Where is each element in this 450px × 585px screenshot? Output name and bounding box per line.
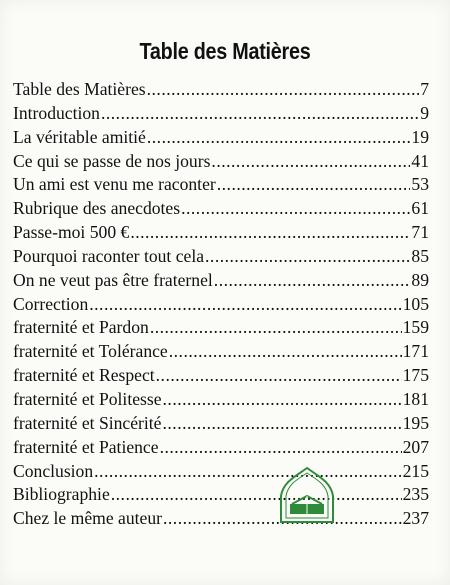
toc-dot-leader (205, 245, 410, 269)
toc-dot-leader (147, 126, 411, 150)
toc-entry (13, 126, 429, 150)
toc-entry-page-number: 61 (411, 198, 429, 219)
toc-entry (13, 364, 429, 388)
toc-dot-leader (214, 269, 411, 293)
toc-entry-page-number: 207 (402, 436, 429, 457)
toc-entry-page-number: 9 (420, 102, 429, 123)
toc-entry (13, 507, 429, 531)
toc-entry-label: Ce qui se passe de nos jours (13, 150, 211, 171)
toc-entry (13, 293, 429, 317)
toc-entry-label: Un ami est venu me raconter (13, 174, 216, 195)
toc-entry-label: Pourquoi raconter tout cela (13, 245, 205, 266)
toc-entry-label: fraternité et Respect (13, 365, 155, 386)
toc-dot-leader (147, 78, 420, 102)
toc-entry (13, 340, 429, 364)
toc-entry-page-number: 181 (402, 388, 429, 409)
toc-entry (13, 78, 429, 102)
toc-entry-page-number: 171 (402, 341, 429, 362)
toc-entry-label: fraternité et Tolérance (13, 341, 168, 362)
toc-dot-leader (94, 460, 401, 484)
toc-dot-leader (130, 221, 410, 245)
toc-entry-page-number: 7 (420, 79, 429, 99)
toc-entry-label: On ne veut pas être fraternel (13, 269, 213, 290)
toc-entry-page-number: 89 (411, 269, 429, 290)
toc-entry-page-number: 195 (402, 412, 429, 433)
toc-entry-label: fraternité et Pardon (13, 317, 149, 338)
toc-entry-label: Table des Matières (13, 79, 146, 99)
toc-entry-label: La véritable amitié (13, 126, 146, 147)
page-title: Table des Matières (139, 38, 311, 64)
toc-entry-page-number: 237 (402, 508, 429, 529)
toc-entry (13, 245, 429, 269)
toc-entry-label: fraternité et Patience (13, 436, 159, 457)
toc-entry-page-number: 159 (402, 317, 429, 338)
toc-entry (13, 173, 429, 197)
toc-dot-leader (160, 436, 402, 460)
toc-dot-leader (169, 340, 402, 364)
toc-entry (13, 460, 429, 484)
toc-entry-label: Conclusion (13, 460, 94, 481)
toc-entry (13, 197, 429, 221)
toc-entry (13, 412, 429, 436)
toc-entry-label: Rubrique des anecdotes (13, 198, 181, 219)
toc-dot-leader (150, 316, 402, 340)
toc-entry-page-number: 53 (411, 174, 429, 195)
toc-entry (13, 269, 429, 293)
iqra-shop-logo-stamp (276, 466, 338, 526)
toc-entry-label: Chez le même auteur (13, 508, 162, 529)
toc-entry-label: Passe-moi 500 € (13, 222, 130, 243)
toc-dot-leader (156, 364, 402, 388)
toc-entry-label: fraternité et Sincérité (13, 412, 162, 433)
toc-entry (13, 316, 429, 340)
toc-entry (13, 102, 429, 126)
toc-dot-leader (163, 388, 402, 412)
toc-entry-page-number: 175 (402, 365, 429, 386)
toc-entry (13, 388, 429, 412)
toc-dot-leader (101, 102, 419, 126)
toc-entry-label: Correction (13, 293, 89, 314)
toc-dot-leader (89, 293, 401, 317)
toc-dot-leader (211, 150, 410, 174)
toc-entry (13, 150, 429, 174)
toc-dot-leader (181, 197, 410, 221)
table-of-contents (13, 78, 429, 531)
toc-entry (13, 483, 429, 507)
toc-entry-page-number: 85 (411, 245, 429, 266)
toc-dot-leader (111, 483, 402, 507)
toc-dot-leader (163, 412, 402, 436)
toc-entry-label: fraternité et Politesse (13, 388, 162, 409)
toc-entry-page-number: 235 (402, 484, 429, 505)
toc-dot-leader (217, 173, 411, 197)
toc-entry-page-number: 215 (402, 460, 429, 481)
toc-entry-page-number: 19 (411, 126, 429, 147)
toc-entry (13, 221, 429, 245)
toc-entry (13, 436, 429, 460)
toc-entry-page-number: 41 (411, 150, 429, 171)
toc-entry-label: Bibliographie (13, 484, 110, 505)
toc-entry-page-number: 71 (411, 222, 429, 243)
toc-entry-label: Introduction (13, 102, 100, 123)
toc-entry-page-number: 105 (402, 293, 429, 314)
